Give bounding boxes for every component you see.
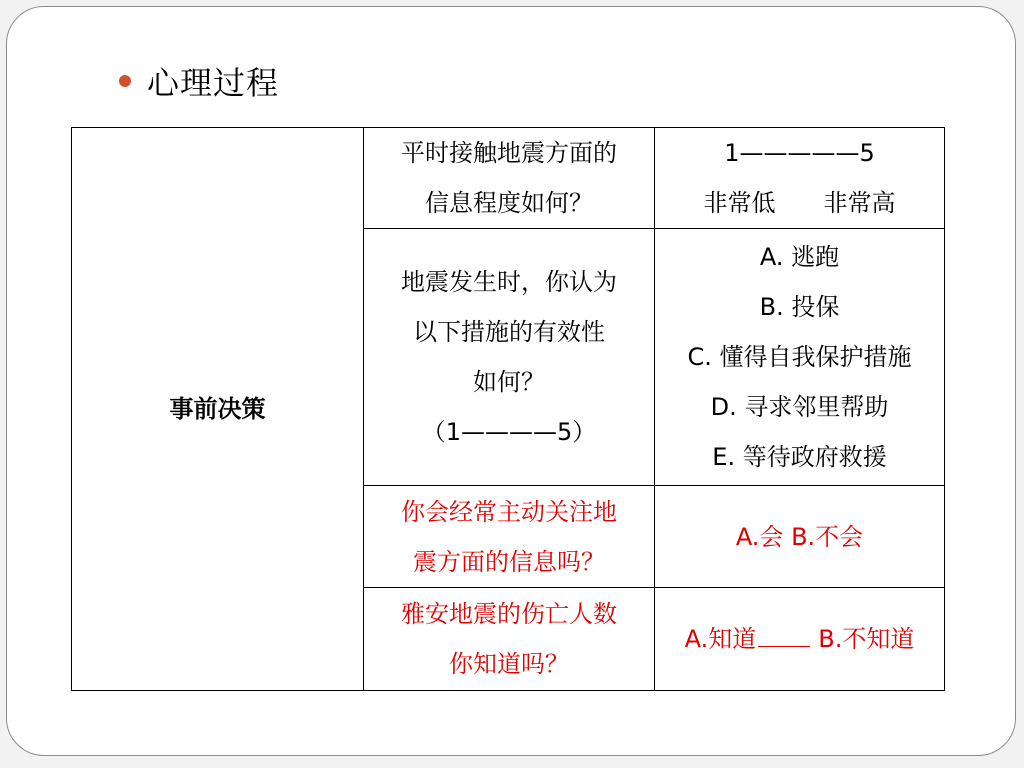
answer-text: A.会 B.不会: [735, 522, 864, 551]
scale-labels: [661, 178, 938, 228]
question-line: 平时接触地震方面的: [401, 139, 617, 167]
answer-option-a: A.知道: [684, 625, 757, 653]
bullet-dot-icon: [119, 75, 131, 87]
answer-line: [661, 614, 938, 664]
slide-heading: [119, 59, 279, 103]
question-cell: [364, 128, 655, 229]
option-item: B. 投保: [759, 293, 840, 321]
question-cell: [364, 588, 655, 691]
option-item: A. 逃跑: [759, 243, 840, 271]
answer-cell: [655, 128, 945, 229]
question-line: 你会经常主动关注地: [401, 497, 617, 526]
answer-cell: [655, 229, 945, 486]
question-line: 信息程度如何？: [425, 189, 593, 217]
answer-cell: [655, 588, 945, 691]
heading-text: 心理过程: [147, 64, 280, 102]
option-item: C. 懂得自我保护措施: [687, 343, 912, 371]
question-cell: [364, 486, 655, 588]
option-item: E. 等待政府救援: [712, 443, 887, 471]
question-line: 你知道吗？: [449, 650, 569, 678]
category-cell: 事前决策: [72, 128, 364, 691]
question-line: 如何？: [473, 368, 545, 396]
answer-cell: [655, 486, 945, 588]
scale-high-label: 非常高: [823, 189, 896, 217]
question-line: 以下措施的有效性: [413, 318, 605, 346]
question-line: （1————5）: [421, 418, 597, 446]
scale-text: 1—————5: [724, 139, 875, 167]
question-cell: [364, 229, 655, 486]
question-line: 地震发生时，你认为: [401, 268, 617, 296]
option-item: D. 寻求邻里帮助: [710, 393, 889, 421]
answer-option-b: B.不知道: [818, 625, 915, 653]
survey-table: [71, 127, 945, 691]
question-line: 雅安地震的伤亡人数: [401, 600, 617, 628]
question-line: 震方面的信息吗？: [413, 547, 605, 576]
fill-in-blank: [758, 620, 810, 647]
table-row: [72, 128, 945, 229]
scale-low-label: 非常低: [703, 189, 776, 217]
